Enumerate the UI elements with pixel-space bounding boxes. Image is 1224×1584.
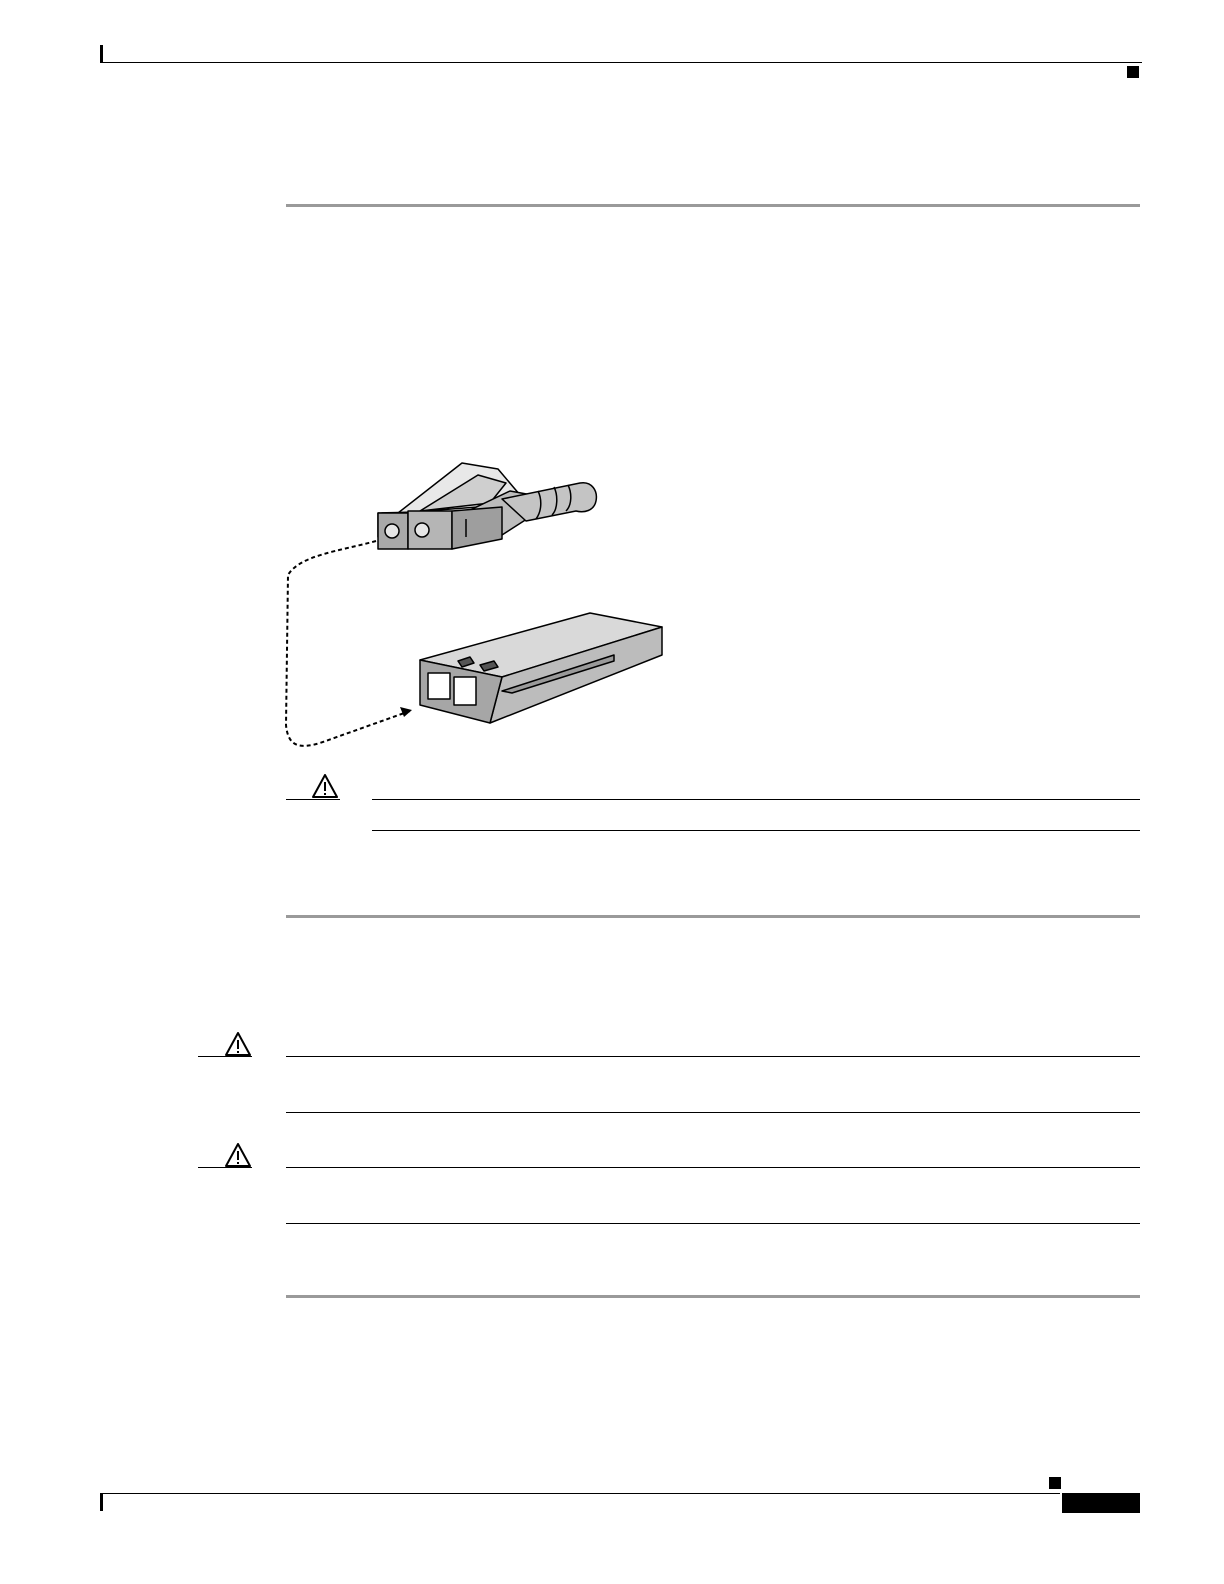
procedure-end-rule (286, 1295, 1140, 1298)
insertion-path-arrow-icon (286, 541, 412, 746)
footer-rule (100, 1493, 1060, 1494)
caution-bottom-rule (286, 1112, 1140, 1113)
header-tick (100, 45, 103, 63)
procedure-end-rule (286, 915, 1140, 918)
caution-top-rule (372, 799, 1140, 800)
caution-icon (312, 774, 338, 798)
sfp-transceiver-icon (420, 613, 662, 723)
lc-connector-icon (378, 463, 596, 549)
caution-bottom-rule (286, 1223, 1140, 1224)
caution-top-rule (286, 1167, 1140, 1168)
caution-icon (225, 1032, 251, 1056)
footer-tick (100, 1493, 103, 1511)
figure-connector-sfp (280, 455, 680, 755)
caution-marker-rule (286, 799, 340, 800)
caution-icon (225, 1143, 251, 1167)
footer-marker (1049, 1477, 1061, 1489)
caution-marker-rule (198, 1167, 252, 1168)
procedure-start-rule (286, 204, 1140, 207)
page-number-tab (1062, 1493, 1140, 1513)
header-marker (1127, 66, 1139, 78)
caution-bottom-rule (372, 830, 1140, 831)
caution-marker-rule (198, 1056, 252, 1057)
figure-illustration (280, 455, 680, 755)
caution-top-rule (286, 1056, 1140, 1057)
header-rule (100, 62, 1142, 63)
